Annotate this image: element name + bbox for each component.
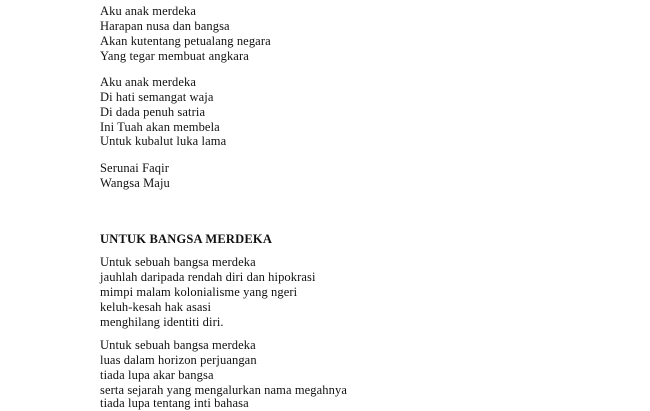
poem2-stanza1-line3: mimpi malam kolonialisme yang ngeri xyxy=(100,285,298,299)
poem2-stanza1-line5: menghilang identiti diri. xyxy=(100,315,224,329)
poem1-stanza1-line3: Akan kutentang petualang negara xyxy=(100,34,271,48)
poem1-stanza1-line4: Yang tegar membuat angkara xyxy=(100,49,249,63)
poem2-title: UNTUK BANGSA MERDEKA xyxy=(100,232,273,246)
poem2-stanza1-line1: Untuk sebuah bangsa merdeka xyxy=(100,255,256,269)
poem2-stanza2-line3: tiada lupa akar bangsa xyxy=(100,368,214,382)
poem1-stanza2-line2: Di hati semangat waja xyxy=(100,90,214,104)
poem1-stanza2-line1: Aku anak merdeka xyxy=(100,75,197,89)
poem2-stanza2-line1: Untuk sebuah bangsa merdeka xyxy=(100,338,256,352)
poem1-stanza2-line4: Ini Tuah akan membela xyxy=(100,120,220,134)
poem1-stanza2-line5: Untuk kubalut luka lama xyxy=(100,134,227,148)
poem1-stanza1-line2: Harapan nusa dan bangsa xyxy=(100,19,230,33)
poem2-stanza2-line5: tiada lupa tentang inti bahasa xyxy=(100,396,249,410)
poem2-stanza1-line2: jauhlah daripada rendah diri dan hipokrasi xyxy=(100,270,316,284)
poem2-stanza2-line4: serta sejarah yang mengalurkan nama megahnya xyxy=(100,383,348,397)
poem1-stanza1-line1: Aku anak merdeka xyxy=(100,4,197,18)
poem1-stanza2-line3: Di dada penuh satria xyxy=(100,105,206,119)
poem1-author-name: Serunai Faqir xyxy=(100,161,169,175)
poem1-author-location: Wangsa Maju xyxy=(100,176,170,190)
poem2-stanza2-line2: luas dalam horizon perjuangan xyxy=(100,353,257,367)
poem2-stanza1-line4: keluh-kesah hak asasi xyxy=(100,300,212,314)
